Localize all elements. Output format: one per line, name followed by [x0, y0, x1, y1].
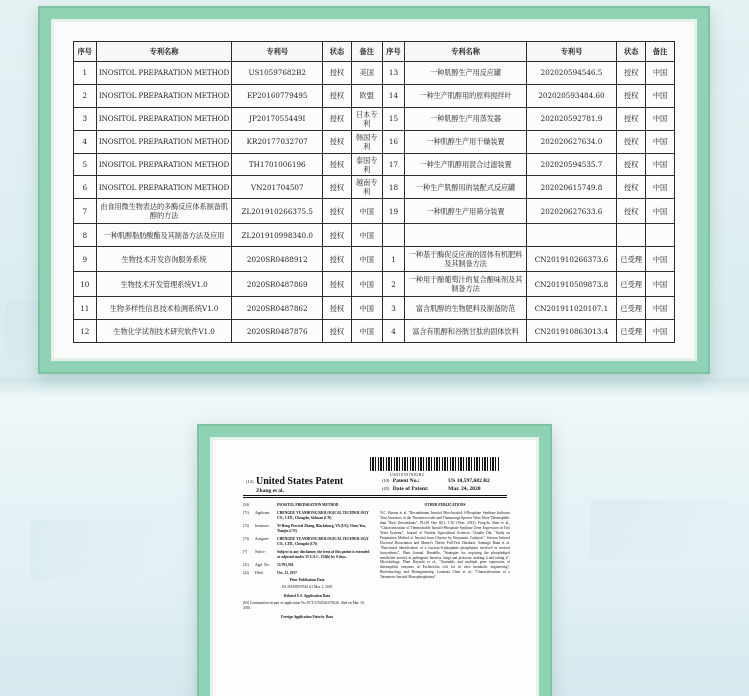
status-cell: 授权	[323, 199, 352, 224]
patent-number-cell: 2020SR0488912	[232, 247, 323, 272]
table-row	[74, 84, 675, 107]
patent-number-cell: 2020SR0487876	[232, 320, 323, 343]
patent-number-cell: 202020627634.0	[526, 130, 617, 153]
remark-cell: 中国	[646, 176, 675, 199]
patent-name-cell: 一种生产肌醇用的原料搅拌叶	[405, 84, 526, 107]
patent-list-paper	[51, 19, 697, 361]
patent-certificate-paper	[210, 437, 539, 696]
serial-number-cell: 1	[382, 247, 405, 272]
patent-name-cell: 生物化学试剂技术研究软件V1.0	[96, 320, 232, 343]
field-value: 15/783,594	[277, 562, 294, 567]
prior-publication-line: US 2018/0057044 A1 Mar. 1, 2018	[281, 585, 333, 590]
patent-name-cell: INOSITOL PREPARATION METHOD	[96, 176, 232, 199]
table-header-row	[74, 42, 675, 62]
patent-number-cell: CN201910266373.6	[526, 247, 617, 272]
table-row	[74, 272, 675, 297]
field-label: Applicant:	[255, 510, 271, 515]
serial-number-cell: 13	[382, 62, 405, 85]
remark-cell: 中国	[646, 62, 675, 85]
bibliographic-field	[243, 563, 371, 568]
serial-number-cell	[382, 224, 405, 247]
table-row	[74, 153, 675, 176]
remark-cell: 中国	[646, 153, 675, 176]
related-application-title: Related U.S. Application Data	[283, 594, 331, 599]
field-value: INOSITOL PREPARATION METHOD	[277, 503, 339, 507]
patent-number-cell: 202020594546.5	[526, 62, 617, 85]
serial-number-cell: 15	[382, 107, 405, 130]
status-cell: 授权	[617, 199, 646, 224]
column-header: 序号	[382, 42, 405, 62]
patent-date-value: Mar. 24, 2020	[448, 486, 481, 492]
patent-number-cell: ZL201910266375.5	[232, 199, 323, 224]
serial-number-cell: 7	[74, 199, 97, 224]
inid-code: (22)	[243, 570, 249, 575]
status-cell: 授权	[323, 107, 352, 130]
column-header: 专利号	[232, 42, 323, 62]
barcode	[370, 457, 500, 471]
document-title: United States Patent	[256, 476, 344, 487]
inid-code: (12)	[246, 479, 254, 484]
patent-number-cell: ZL201910998340.0	[232, 224, 323, 247]
remark-cell: 中国	[351, 272, 382, 297]
patent-name-cell: 富含有肌醇和谷胱甘肽的固体饮料	[405, 320, 526, 343]
bibliographic-field	[243, 537, 371, 547]
remark-cell: 越南专利	[351, 176, 382, 199]
patent-table	[73, 41, 675, 343]
remark-cell: 中国	[351, 247, 382, 272]
patent-name-cell: INOSITOL PREPARATION METHOD	[96, 153, 232, 176]
status-cell: 授权	[323, 130, 352, 153]
bibliographic-field	[243, 503, 371, 508]
table-row	[74, 199, 675, 224]
inid-code: (*)	[243, 549, 248, 554]
patent-name-cell: 一种肌醇生产用筛分装置	[405, 199, 526, 224]
inid-code: (71)	[243, 510, 249, 515]
inid-code: (10)	[382, 478, 390, 483]
patent-name-cell: 富含肌醇的生物肥料及制备防范	[405, 297, 526, 320]
table-row	[74, 176, 675, 199]
serial-number-cell: 17	[382, 153, 405, 176]
remark-cell: 泰国专利	[351, 153, 382, 176]
other-publications-column	[380, 503, 510, 580]
patent-list-frame	[38, 6, 710, 374]
bibliographic-field	[243, 571, 371, 576]
serial-number-cell: 2	[74, 84, 97, 107]
patent-name-cell: 生物多样性信息技术检测系统V1.0	[96, 297, 232, 320]
status-cell: 授权	[323, 224, 352, 247]
patent-name-cell: INOSITOL PREPARATION METHOD	[96, 84, 232, 107]
inid-code: (21)	[243, 562, 249, 567]
patent-name-cell: INOSITOL PREPARATION METHOD	[96, 62, 232, 85]
table-row	[74, 107, 675, 130]
field-value: CHENGDU YUANHONG BIOLOGICAL TECHNOLOGY CO., LTD., Chengdu, Sichuan (CN)	[277, 510, 369, 520]
remark-cell: 中国	[646, 320, 675, 343]
patent-number-cell	[526, 224, 617, 247]
serial-number-cell: 5	[74, 153, 97, 176]
inid-code: (72)	[243, 523, 249, 528]
inid-code: (73)	[243, 536, 249, 541]
patent-number-cell: 202020594535.7	[526, 153, 617, 176]
patent-certificate-frame	[197, 424, 552, 696]
patent-name-cell: 一种生产肌醇用混合过滤装置	[405, 153, 526, 176]
serial-number-cell: 16	[382, 130, 405, 153]
status-cell: 授权	[323, 176, 352, 199]
status-cell: 已受理	[617, 247, 646, 272]
patent-number-cell: 2020SR0487862	[232, 297, 323, 320]
patent-name-cell: 一种肌醇生产用反应罐	[405, 62, 526, 85]
column-header: 专利名称	[405, 42, 526, 62]
serial-number-cell: 14	[382, 84, 405, 107]
patent-name-cell: 生物技术开发管理系统V1.0	[96, 272, 232, 297]
status-cell	[617, 224, 646, 247]
table-row	[74, 320, 675, 343]
patent-number-cell: 202020615749.8	[526, 176, 617, 199]
patent-name-cell: 一种基于酶促反应液的固体有机肥料及其制备方法	[405, 247, 526, 272]
patent-name-cell: 由食用微生物表达的多酶反应体系制备肌醇的方法	[96, 199, 232, 224]
remark-cell: 中国	[646, 107, 675, 130]
patent-name-cell: INOSITOL PREPARATION METHOD	[96, 107, 232, 130]
remark-cell: 中国	[351, 199, 382, 224]
patent-name-cell: 一种用于酿葡萄汁的复合酿味剂及其制备方法	[405, 272, 526, 297]
remark-cell: 韩国专利	[351, 130, 382, 153]
status-cell: 授权	[617, 130, 646, 153]
remark-cell: 中国	[351, 224, 382, 247]
patent-number-cell: VN201704507	[232, 176, 323, 199]
status-cell: 授权	[323, 247, 352, 272]
patent-date-line	[382, 486, 481, 492]
status-cell: 授权	[617, 176, 646, 199]
status-cell: 授权	[323, 84, 352, 107]
serial-number-cell: 3	[382, 297, 405, 320]
patent-number-cell: CN201910509873.8	[526, 272, 617, 297]
serial-number-cell: 4	[382, 320, 405, 343]
patent-number-cell: CN201911020107.1	[526, 297, 617, 320]
table-row	[74, 297, 675, 320]
remark-cell: 中国	[646, 272, 675, 297]
field-label: Inventors:	[255, 523, 270, 528]
status-cell: 授权	[617, 62, 646, 85]
patent-number-cell: KR20177032707	[232, 130, 323, 153]
field-label	[255, 503, 277, 508]
field-label: Filed:	[255, 570, 264, 575]
table-row	[74, 130, 675, 153]
serial-number-cell: 19	[382, 199, 405, 224]
serial-number-cell: 1	[74, 62, 97, 85]
status-cell: 已受理	[617, 272, 646, 297]
field-value: Oct. 13, 2017	[277, 570, 297, 575]
status-cell: 授权	[323, 297, 352, 320]
serial-number-cell: 8	[74, 224, 97, 247]
remark-cell: 中国	[646, 247, 675, 272]
patent-name-cell: 一种生产肌醇用的装配式反应罐	[405, 176, 526, 199]
patent-name-cell: 一种肌醇生产用干燥装置	[405, 130, 526, 153]
decorative-tile	[30, 520, 170, 580]
patent-number-cell: EP20160779495	[232, 84, 323, 107]
patent-number-line	[382, 478, 490, 484]
status-cell: 授权	[617, 153, 646, 176]
serial-number-cell: 4	[74, 130, 97, 153]
status-cell: 已受理	[617, 297, 646, 320]
barcode-number: US010597682B2	[390, 472, 425, 477]
serial-number-cell: 11	[74, 297, 97, 320]
patent-name-cell: 一种肌醇脂肪酸酯及其制备方法及应用	[96, 224, 232, 247]
column-header: 状态	[617, 42, 646, 62]
bibliographic-field	[243, 511, 371, 521]
status-cell: 授权	[323, 62, 352, 85]
patent-number-cell: 202020627633.6	[526, 199, 617, 224]
other-publications-text: N.C. Burton et al. "Recombinant Inositol Myo-Inositol-1-Phosphate Synthase Indicates That Ancestors of the Thermococcales and Thermotoga Species Were More Thermophilic than Their Descendants", PLOS One 8(1): 1-10 (Year: 2013). Fung-Ju Shen et al., "Characterization of Thermostable Inositol-Phosphate Synthase Gene Expression in Two Yeast Systems", Journal of Nuclear Agricultural Sciences. Claudio Dai, "Study on Preparation Method of Inositol from Glucose by Enzymatic Catalysis", Science Infused Doctoral Dissertation and Master's Theses Full-Text Database. Santiago Rana et al. "Functional identification of a fructose-6-phosphate phosphatase involved in inositol biosynthesis", Plant Journal. Rondelle, "Strategies for acquiring the phospholipid metabolite inositol in pathogenic bacteria, fungi and protozoa: making it and taking it", Microbiology. Plant Hayashi et al., "Assembly and multiple gene expression of thermophilic enzymes in Escherichia coli for in vitro metabolic engineering", Biotechnology and Bioengineering. Lenarnia Chen et al., "Characterization of a Tetrameric Inositol Monophosphatase".	[380, 510, 510, 580]
serial-number-cell: 9	[74, 247, 97, 272]
foreign-priority-title: Foreign Application Priority Data	[281, 615, 333, 620]
column-header: 状态	[323, 42, 352, 62]
field-value: Subject to any disclaimer, the term of this patent is extended or adjusted under 35 U.S.C. 154(b) by 0 days.	[277, 549, 370, 559]
bibliographic-field	[243, 550, 371, 560]
column-header: 专利名称	[96, 42, 232, 62]
column-header: 序号	[74, 42, 97, 62]
field-value: Yi-Heng Percival Zhang, Blacksburg, VA (US); Chun You, Tianjin (CN)	[277, 523, 366, 533]
status-cell: 授权	[323, 272, 352, 297]
inid-code: (54)	[243, 503, 249, 507]
serial-number-cell: 18	[382, 176, 405, 199]
remark-cell: 日本专利	[351, 107, 382, 130]
patent-number-cell: CN201910863013.4	[526, 320, 617, 343]
remark-cell: 中国	[351, 320, 382, 343]
field-value: CHENGDU YUANHONG BIOLOGICAL TECHNOLOGY CO., LTD., Chengdu (CN)	[277, 536, 369, 546]
patent-number-cell: US10597682B2	[232, 62, 323, 85]
bibliographic-column	[243, 503, 371, 622]
other-publications-title: OTHER PUBLICATIONS	[424, 503, 466, 507]
patent-number-cell: TH1701006196	[232, 153, 323, 176]
prior-publication-title: Prior Publication Data	[289, 578, 325, 583]
patent-number-cell: JP2017055449I	[232, 107, 323, 130]
patent-name-cell: 生物技术开发咨询服务系统	[96, 247, 232, 272]
serial-number-cell: 10	[74, 272, 97, 297]
decorative-tile	[590, 500, 730, 560]
status-cell: 已受理	[617, 320, 646, 343]
remark-cell: 美国	[351, 62, 382, 85]
column-header: 备注	[351, 42, 382, 62]
inid-code: (45)	[382, 486, 390, 491]
status-cell: 授权	[617, 107, 646, 130]
patent-document	[210, 437, 539, 696]
remark-cell	[646, 224, 675, 247]
status-cell: 授权	[323, 320, 352, 343]
patent-name-cell	[405, 224, 526, 247]
field-label: Appl. No.:	[255, 562, 271, 567]
remark-cell: 中国	[646, 297, 675, 320]
serial-number-cell: 12	[74, 320, 97, 343]
patent-number-cell: 2020SR0487869	[232, 272, 323, 297]
patent-number-label: Patent No.:	[392, 478, 420, 484]
background-shelf	[0, 378, 749, 400]
status-cell: 授权	[617, 84, 646, 107]
related-application-line: (63) Continuation-in-part of application No. PCT/CN2016/076526, filed on Mar. 16, 2016.	[243, 601, 365, 611]
field-label: Notice:	[255, 549, 266, 554]
table-row	[74, 224, 675, 247]
header-rule	[243, 497, 507, 498]
remark-cell: 中国	[646, 84, 675, 107]
serial-number-cell: 3	[74, 107, 97, 130]
field-label: Assignee:	[255, 536, 270, 541]
bibliographic-field	[243, 524, 371, 534]
remark-cell: 欧盟	[351, 84, 382, 107]
patent-name-cell: 一种肌醇生产用蒸发器	[405, 107, 526, 130]
serial-number-cell: 6	[74, 176, 97, 199]
table-row	[74, 247, 675, 272]
table-row	[74, 62, 675, 85]
inventors-short: Zhang et al.	[256, 488, 284, 494]
patent-date-label: Date of Patent:	[392, 486, 429, 492]
column-header: 专利号	[526, 42, 617, 62]
patent-number-value: US 10,597,682 B2	[448, 478, 490, 484]
serial-number-cell: 2	[382, 272, 405, 297]
patent-name-cell: INOSITOL PREPARATION METHOD	[96, 130, 232, 153]
patent-number-cell: 202020593484.60	[526, 84, 617, 107]
remark-cell: 中国	[646, 199, 675, 224]
remark-cell: 中国	[351, 297, 382, 320]
patent-number-cell: 202020592781.9	[526, 107, 617, 130]
header-rule	[243, 495, 507, 496]
status-cell: 授权	[323, 153, 352, 176]
column-header: 备注	[646, 42, 675, 62]
remark-cell: 中国	[646, 130, 675, 153]
